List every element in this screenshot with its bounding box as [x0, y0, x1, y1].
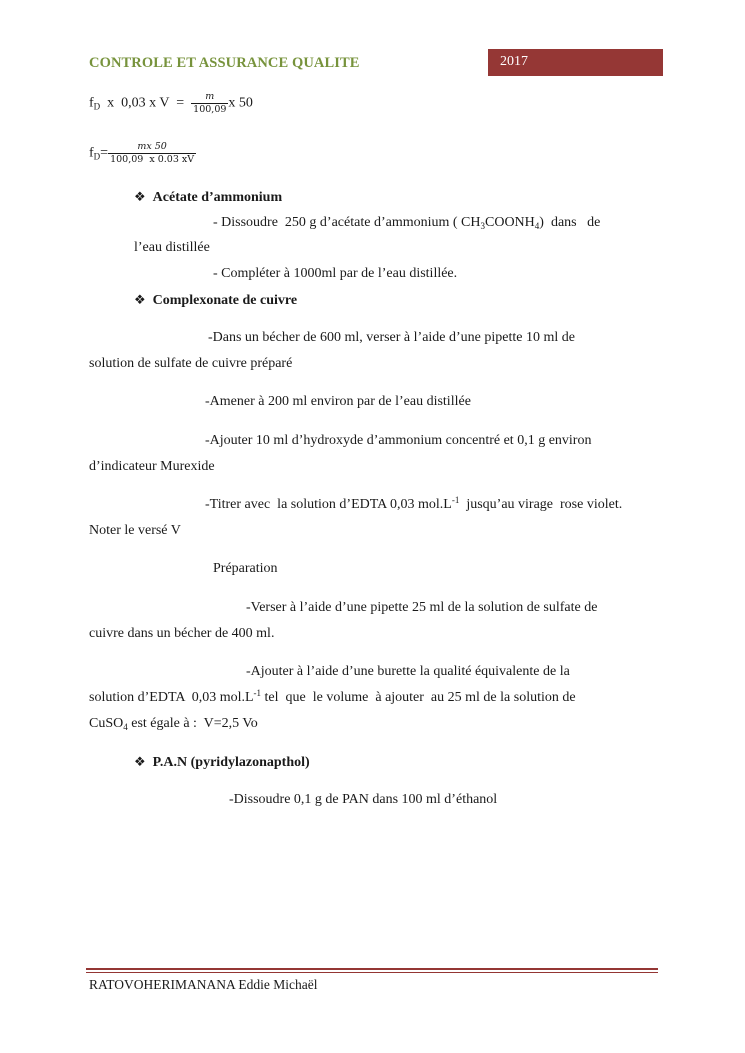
complexonate-p6-line-2: solution d’EDTA 0,03 $mol.L^{-1}$ tel que le volume à ajouter au 25 ml de la solution de	[89, 688, 576, 705]
complexonate-p5-line-2: cuivre dans un bécher de 400 ml.	[89, 626, 275, 641]
acetate-line-1: - Dissoudre 250 g d’acétate d’ammonium ( $CH_3COONH_4$) dans de	[213, 215, 601, 231]
section-heading-complexonate: ❖ Complexonate de cuivre	[134, 292, 298, 308]
year-badge	[488, 49, 663, 76]
formula-1: $f_D$ x 0,03 x V = $\frac{m}{100,09}$ x 50	[89, 91, 253, 115]
section-heading-acetate: ❖ Acétate d’ammonium	[134, 189, 283, 205]
complexonate-p5-line-1: -Verser à l’aide d’une pipette 25 ml de la solution de sulfate de	[246, 600, 598, 615]
preparation-label: Préparation	[213, 561, 278, 576]
footer-divider-thin	[86, 972, 658, 973]
formula-2: $f_D=$ $\frac{mx 50}{100,09 x 0.03 xV}$	[89, 141, 195, 165]
complexonate-p3-line-2: d’indicateur Murexide	[89, 459, 215, 474]
complexonate-p3-line-1: -Ajouter 10 ml d’hydroxyde d’ammonium concentré et 0,1 g environ	[205, 433, 592, 448]
complexonate-p4-line-2: Noter le versé V	[89, 523, 181, 538]
diamond-bullet-icon: ❖	[134, 754, 146, 769]
acetate-line-3: - Compléter à 1000ml par de l’eau distillée.	[213, 266, 458, 281]
fraction-1: $\frac{m}{100,09}$	[193, 91, 227, 115]
fraction-2: $\frac{mx 50}{100,09 x 0.03 xV}$	[110, 141, 195, 165]
complexonate-p1-line-1: -Dans un bécher de 600 ml, verser à l’aide d’une pipette 10 ml de	[208, 330, 575, 345]
header-title: CONTROLE ET ASSURANCE QUALITE	[89, 55, 360, 71]
section-heading-pan: ❖ P.A.N (pyridylazonapthol)	[134, 754, 310, 770]
diamond-bullet-icon: ❖	[134, 189, 146, 204]
year-text: 2017	[500, 54, 528, 69]
footer-divider	[86, 968, 658, 970]
complexonate-p4-line-1: -Titrer avec la solution d’EDTA 0,03 $mol.L^{-1}$ jusqu’au virage rose violet.	[205, 495, 623, 512]
diamond-bullet-icon: ❖	[134, 292, 146, 307]
complexonate-p1-line-2: solution de sulfate de cuivre préparé	[89, 356, 293, 371]
pan-line-1: -Dissoudre 0,1 g de PAN dans 100 ml d’éthanol	[229, 792, 498, 807]
complexonate-p6-line-1: -Ajouter à l’aide d’une burette la qualité équivalente de la	[246, 664, 570, 679]
acetate-line-2: l’eau distillée	[134, 240, 210, 255]
complexonate-p6-line-3: CuSO$_4$ est égale à : V=2,5 Vo	[89, 716, 258, 732]
footer-author: RATOVOHERIMANANA Eddie Michaël	[89, 977, 318, 992]
complexonate-p2: -Amener à 200 ml environ par de l’eau distillée	[205, 394, 471, 409]
